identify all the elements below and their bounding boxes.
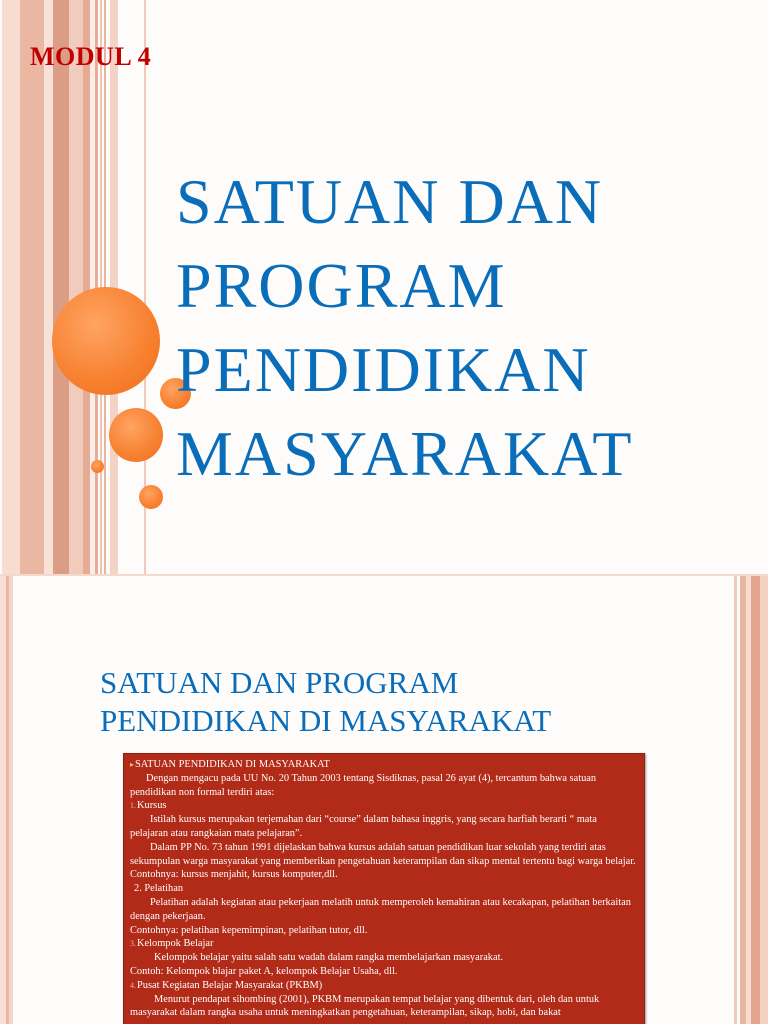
list-item: 1.Kursus bbox=[130, 800, 167, 812]
content-paragraph: Istilah kursus merupakan terjemahan dari “course” dalam bahasa inggris, yang secara harfiah berarti “ mata pelajaran atau rangkaian mata pelajaran”. bbox=[130, 814, 597, 839]
list-number: 4. bbox=[130, 980, 136, 990]
title-line: PENDIDIKAN DI MASYARAKAT bbox=[100, 703, 552, 738]
title-line: SATUAN DAN bbox=[176, 166, 604, 237]
content-slide bbox=[0, 576, 768, 1024]
decorative-circle bbox=[109, 408, 163, 462]
content-paragraph: Contoh: Kelompok blajar paket A, kelompok Belajar Usaha, dll. bbox=[130, 965, 398, 977]
slide-title bbox=[100, 664, 551, 740]
title-line: MASYARAKAT bbox=[176, 418, 634, 489]
decorative-circle bbox=[91, 460, 104, 473]
decorative-stripe bbox=[69, 0, 83, 574]
list-item: 2. Pelatihan bbox=[134, 883, 184, 895]
content-paragraph: Dalam PP No. 73 tahun 1991 dijelaskan bahwa kursus adalah satuan pendidikan luar sekolah yang terdiri atas sekumpulan warga masyarakat yang memberikan pengetahuan keterampilan dan sikap mental tertentu bagi warga belajar. Contohnya: kursus menjahit, kursus komputer,dll. bbox=[130, 841, 636, 881]
content-paragraph: Dengan mengacu pada UU No. 20 Tahun 2003 tentang Sisdiknas, pasal 26 ayat (4), tercantum bahwa satuan pendidikan non formal terdiri atas: bbox=[130, 772, 597, 798]
content-paragraph: Contohnya: pelatihan kepemimpinan, pelatihan tutor, dll. bbox=[130, 924, 368, 936]
slide-title bbox=[176, 160, 633, 496]
title-line: PENDIDIKAN bbox=[176, 334, 591, 405]
list-number: 3. bbox=[130, 939, 136, 949]
title-line: PROGRAM bbox=[176, 250, 507, 321]
list-number: 1. bbox=[130, 801, 136, 811]
decorative-stripe bbox=[44, 0, 53, 574]
decorative-stripe bbox=[20, 0, 44, 574]
content-paragraph: Kelompok belajar yaitu salah satu wadah dalam rangka membelajarkan masyarakat. bbox=[154, 952, 504, 964]
decorative-stripe bbox=[734, 576, 737, 1024]
bullet-icon: ▸ bbox=[130, 760, 135, 769]
decorative-stripe bbox=[760, 576, 768, 1024]
list-item: 3.Kelompok Belajar bbox=[130, 938, 214, 950]
decorative-stripe bbox=[83, 0, 90, 574]
decorative-circle bbox=[139, 485, 163, 509]
content-box bbox=[123, 753, 645, 1024]
module-label: MODUL 4 bbox=[30, 42, 152, 71]
list-item: 4.Pusat Kegiatan Belajar Masyarakat (PKBM) bbox=[130, 979, 323, 991]
content-paragraph: Menurut pendapat sihombing (2001), PKBM merupakan tempat belajar yang dibentuk dari, oleh dan untuk masyarakat dalam rangka usaha untuk meningkatkan pengetahuan, keterampilan, sikap, hobi, dan bakat bbox=[130, 993, 600, 1019]
decorative-stripe bbox=[53, 0, 69, 574]
decorative-stripe bbox=[2, 0, 20, 574]
decorative-stripe bbox=[751, 576, 760, 1024]
decorative-stripe bbox=[9, 576, 13, 1024]
decorative-circle-large bbox=[52, 287, 160, 395]
content-paragraph: Pelatihan adalah kegiatan atau pekerjaan melatih untuk memperoleh kemahiran atau kecakapan, pelatihan berkaitan dengan pekerjaan. bbox=[130, 896, 631, 922]
content-heading: ▸SATUAN PENDIDIKAN DI MASYARAKAT bbox=[130, 759, 330, 770]
title-line: SATUAN DAN PROGRAM bbox=[100, 665, 459, 700]
